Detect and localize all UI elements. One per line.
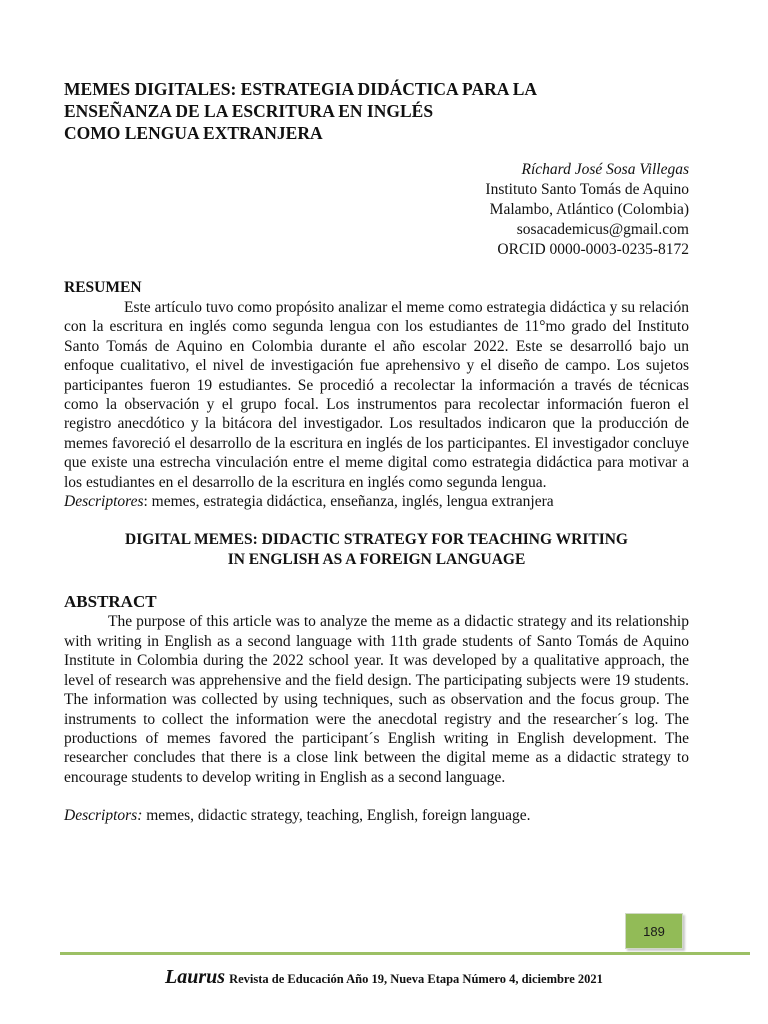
author-block <box>64 160 689 260</box>
page-number-box <box>625 913 683 949</box>
descriptors <box>64 806 689 825</box>
article-title <box>64 78 689 144</box>
article-first-page <box>64 78 689 826</box>
english-title <box>64 530 689 570</box>
author-institution: Instituto Santo Tomás de Aquino <box>485 181 689 198</box>
author-name: Ríchard José Sosa Villegas <box>521 161 689 178</box>
title-line: MEMES DIGITALES: ESTRATEGIA DIDÁCTICA PARA LA <box>64 79 538 99</box>
journal-info: Revista de Educación Año 19, Nueva Etapa Número 4, diciembre 2021 <box>229 972 603 986</box>
descriptors-label: Descriptors: <box>64 807 143 825</box>
author-location: Malambo, Atlántico (Colombia) <box>489 201 689 218</box>
abstract-heading: ABSTRACT <box>64 592 157 612</box>
english-title-line: DIGITAL MEMES: DIDACTIC STRATEGY FOR TEACHING WRITING <box>125 531 628 549</box>
descriptores <box>64 492 689 511</box>
descriptores-text: : memes, estrategia didáctica, enseñanza, inglés, lengua extranjera <box>143 493 554 511</box>
title-line: ENSEÑANZA DE LA ESCRITURA EN INGLÉS <box>64 101 434 121</box>
author-email: sosacademicus@gmail.com <box>516 221 689 238</box>
journal-footer <box>0 966 768 989</box>
descriptors-text: memes, didactic strategy, teaching, English, foreign language. <box>142 807 531 825</box>
resumen-text: Este artículo tuvo como propósito analizar el meme como estrategia didáctica y su relación con la escritura en inglés como segunda lengua con los estudiantes de 11°mo grado del Instituto Santo Tomás de Aquino en Colombia durante el año escolar 2022. Este se desarrolló bajo un enfoque cualitativo, el nivel de investigación fue aprehensivo y el diseño de campo. Los sujetos participantes fueron 19 estudiantes. Se procedió a recolectar la información a través de técnicas como la observación y el grupo focal. Los instrumentos para recolectar información fueron el registro anecdótico y la bitácora del investigador. Los resultados indicaron que la producción de memes favoreció el desarrollo de la escritura en inglés de los participantes. El investigador concluye que existe una estrecha vinculación entre el meme digital como estrategia didáctica para motivar a los estudiantes en el desarrollo de la escritura en inglés como segunda lengua. <box>64 299 689 491</box>
abstract-text: The purpose of this article was to analyze the meme as a didactic strategy and its relationship with writing in English as a second language with 11th grade students of Santo Tomás de Aquino Institute in Colombia during the 2022 school year. It was developed by a qualitative approach, the level of research was apprehensive and the field design. The participating subjects were 19 students. The information was collected by using techniques, such as observation and the focus group. The instruments to collect the information were the anecdotal registry and the researcher´s log. The productions of memes favored the participant´s English writing in English development. The researcher concludes that there is a close link between the digital meme as a didactic strategy to encourage students to develop writing in English as a second language. <box>64 613 689 786</box>
page-number: 189 <box>643 923 665 939</box>
english-title-line: IN ENGLISH AS A FOREIGN LANGUAGE <box>227 551 526 569</box>
resumen-heading: RESUMEN <box>64 279 142 296</box>
title-line: COMO LENGUA EXTRANJERA <box>64 123 323 143</box>
journal-logo: Laurus <box>165 966 226 988</box>
footer-rule <box>60 952 750 955</box>
descriptores-label: Descriptores <box>64 493 144 511</box>
author-orcid: ORCID 0000-0003-0235-8172 <box>497 241 689 258</box>
